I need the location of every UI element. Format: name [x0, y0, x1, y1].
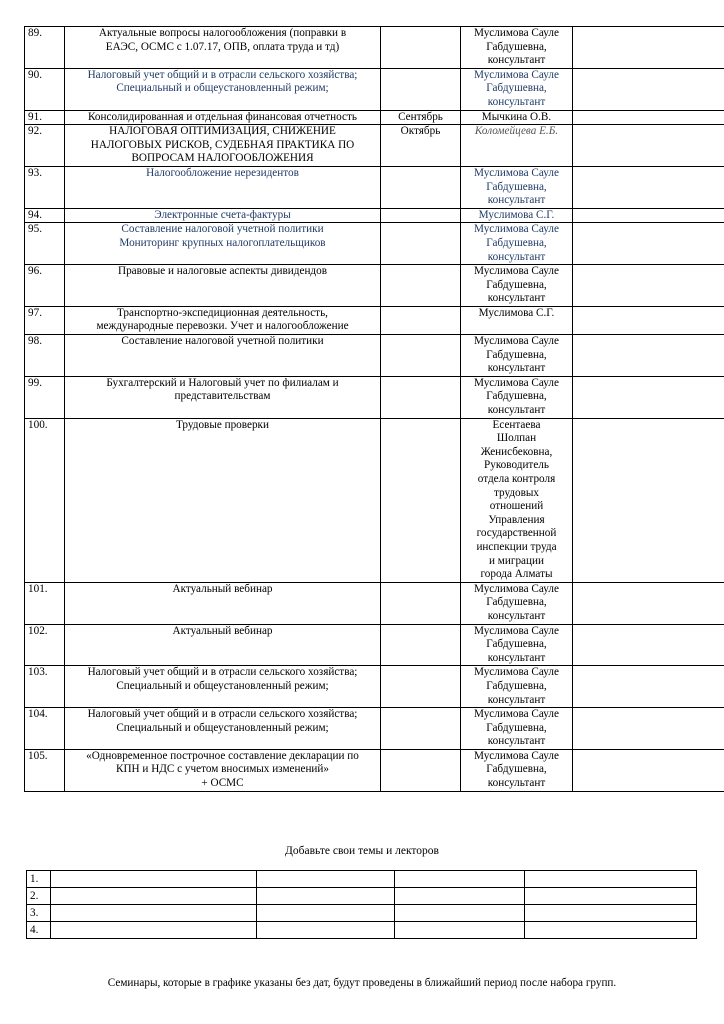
seminar-month [381, 335, 461, 377]
empty-cell [573, 68, 724, 110]
lecturer [461, 166, 573, 208]
seminar-month [381, 708, 461, 750]
add-topic-cell[interactable] [395, 888, 525, 905]
seminar-topic [65, 166, 381, 208]
footnote: Семинары, которые в графике указаны без дат, будут проведены в ближайший период после набора групп. [107, 977, 617, 989]
table-row [25, 166, 724, 208]
empty-cell [573, 208, 724, 223]
row-number: 97. [25, 306, 65, 334]
lecturer-line: Габдушевна, [486, 721, 547, 734]
lecturer-line: Управления [488, 513, 545, 526]
seminar-month [381, 208, 461, 223]
empty-cell [573, 27, 724, 69]
lecturer [461, 223, 573, 265]
row-number: 100. [25, 418, 65, 582]
lecturer-line: Муслимова Сауле [474, 166, 559, 179]
lecturer-line: консультант [487, 693, 546, 706]
add-topic-cell[interactable] [395, 905, 525, 922]
lecturer-line: Габдушевна, [486, 82, 547, 95]
seminar-topic [65, 223, 381, 265]
add-topic-row [27, 871, 697, 888]
lecturer-line: Муслимова С.Г. [478, 208, 555, 221]
lecturer [461, 582, 573, 624]
table-row [25, 265, 724, 307]
lecturer-line: Муслимова Сауле [474, 27, 559, 39]
empty-cell [573, 223, 724, 265]
lecturer-line: и миграции [489, 554, 544, 567]
topic-line: Актуальный вебинар [172, 624, 273, 637]
lecturer-line: Габдушевна, [486, 236, 547, 249]
lecturer-line: Муслимова Сауле [474, 335, 559, 348]
lecturer-line: Мычкина О.В. [481, 110, 552, 123]
lecturer-line: консультант [487, 95, 546, 108]
row-number: 101. [25, 582, 65, 624]
seminar-month [381, 376, 461, 418]
lecturer-line: Муслимова Сауле [474, 582, 559, 595]
lecturer-line: Габдушевна, [486, 180, 547, 193]
topic-line: Электронные счета-фактуры [154, 208, 291, 221]
table-row [25, 335, 724, 377]
seminar-topic [65, 125, 381, 167]
lecturer [461, 265, 573, 307]
lecturer-line: Муслимова Сауле [474, 223, 559, 236]
row-number: 102. [25, 624, 65, 666]
row-number: 99. [25, 376, 65, 418]
lecturer-line: консультант [487, 250, 546, 263]
empty-cell [573, 376, 724, 418]
lecturer [461, 376, 573, 418]
lecturer-line: консультант [487, 609, 546, 622]
row-number: 91. [25, 110, 65, 125]
topic-line: Актуальный вебинар [172, 582, 273, 595]
topic-line: НАЛОГОВЫХ РИСКОВ, СУДЕБНАЯ ПРАКТИКА ПО [90, 138, 355, 151]
lecturer-line: трудовых [493, 486, 540, 499]
seminar-month [381, 582, 461, 624]
topic-line: Правовые и налоговые аспекты дивидендов [117, 265, 327, 278]
lecturer [461, 335, 573, 377]
add-topic-row [27, 888, 697, 905]
table-row [25, 306, 724, 334]
row-number: 93. [25, 166, 65, 208]
seminar-topic [65, 110, 381, 125]
seminar-topic [65, 265, 381, 307]
topic-line: КПН и НДС с учетом вносимых изменений» [116, 763, 329, 776]
lecturer-line: Муслимова Сауле [474, 68, 559, 81]
topic-line: Мониторинг крупных налогоплательщиков [119, 236, 326, 249]
row-number: 95. [25, 223, 65, 265]
seminar-month [381, 223, 461, 265]
lecturer [461, 708, 573, 750]
lecturer-line: Габдушевна, [486, 40, 547, 53]
lecturer-line: Габдушевна, [486, 763, 547, 776]
row-number: 90. [25, 68, 65, 110]
topic-line: ЕАЭС, ОСМС с 1.07.17, ОПВ, оплата труда и тд) [105, 40, 340, 53]
lecturer [461, 306, 573, 334]
add-topics-table [26, 870, 697, 939]
lecturer [461, 749, 573, 791]
seminar-topic [65, 208, 381, 223]
empty-cell [573, 666, 724, 708]
topic-line: НАЛОГОВАЯ ОПТИМИЗАЦИЯ, СНИЖЕНИЕ [109, 125, 336, 138]
lecturer [461, 666, 573, 708]
table-row [25, 68, 724, 110]
table-row [25, 125, 724, 167]
add-topic-cell[interactable] [395, 871, 525, 888]
lecturer-line: государственной [476, 527, 557, 540]
lecturer-line: Муслимова Сауле [474, 376, 559, 389]
lecturer-line: консультант [487, 362, 546, 375]
table-row [25, 708, 724, 750]
seminar-topic [65, 708, 381, 750]
lecturer-line: Коломейцева Е.Б. [474, 125, 559, 138]
row-number: 94. [25, 208, 65, 223]
lecturer-line: отношений [489, 500, 544, 513]
add-topic-cell[interactable] [395, 922, 525, 939]
seminar-month [381, 306, 461, 334]
add-topics-title: Добавьте свои темы и лекторов [285, 845, 439, 857]
seminar-month [381, 27, 461, 69]
empty-cell [573, 418, 724, 582]
add-topic-cell[interactable] [51, 888, 257, 905]
seminar-topic [65, 376, 381, 418]
lecturer [461, 208, 573, 223]
empty-cell [573, 306, 724, 334]
topic-line: Актуальные вопросы налогообложения (поправки в [98, 27, 347, 39]
lecturer-line: консультант [487, 292, 546, 305]
table-row [25, 749, 724, 791]
add-topic-cell[interactable] [257, 888, 395, 905]
lecturer-line: Габдушевна, [486, 596, 547, 609]
empty-cell [573, 335, 724, 377]
table-row [25, 376, 724, 418]
seminar-month: Октябрь [381, 125, 461, 167]
seminar-month [381, 624, 461, 666]
topic-line: Специальный и общеустановленный режим; [116, 82, 329, 95]
row-number: 96. [25, 265, 65, 307]
seminar-month [381, 666, 461, 708]
add-topic-cell[interactable] [525, 905, 697, 922]
seminar-topic [65, 306, 381, 334]
seminar-month [381, 68, 461, 110]
empty-cell [573, 125, 724, 167]
seminar-topic [65, 582, 381, 624]
seminar-month: Сентябрь [381, 110, 461, 125]
lecturer-line: города Алматы [480, 568, 553, 581]
topic-line: + ОСМС [201, 777, 244, 790]
lecturer-line: консультант [487, 651, 546, 664]
row-number: 92. [25, 125, 65, 167]
lecturer-line: Габдушевна, [486, 679, 547, 692]
add-topic-cell[interactable] [51, 905, 257, 922]
lecturer-line: Габдушевна, [486, 390, 547, 403]
seminar-topic [65, 27, 381, 69]
seminar-month [381, 418, 461, 582]
topic-line: Составление налоговой учетной политики [121, 335, 324, 348]
empty-cell [573, 265, 724, 307]
table-row [25, 666, 724, 708]
lecturer-line: Женисбековна, [480, 445, 553, 458]
seminar-month [381, 749, 461, 791]
lecturer-line: Муслимова Сауле [474, 749, 559, 762]
topic-line: Налоговый учет общий и в отрасли сельского хозяйства; [87, 708, 358, 721]
table-row [25, 27, 724, 69]
lecturer-line: консультант [487, 777, 546, 790]
add-topic-cell[interactable] [51, 871, 257, 888]
lecturer-line: Муслимова Сауле [474, 666, 559, 679]
seminar-topic [65, 624, 381, 666]
empty-cell [573, 749, 724, 791]
seminar-topic [65, 68, 381, 110]
topic-line: «Одновременное построчное составление декларации по [86, 749, 359, 762]
lecturer-line: Муслимова С.Г. [478, 306, 555, 319]
lecturer-line: Муслимова Сауле [474, 708, 559, 721]
topic-line: Налогообложение нерезидентов [146, 166, 299, 179]
topic-line: Налоговый учет общий и в отрасли сельского хозяйства; [87, 666, 358, 679]
topic-line: Специальный и общеустановленный режим; [116, 721, 329, 734]
add-topic-row [27, 905, 697, 922]
row-number: 105. [25, 749, 65, 791]
lecturer-line: Габдушевна, [486, 278, 547, 291]
topic-line: Специальный и общеустановленный режим; [116, 679, 329, 692]
table-row [25, 582, 724, 624]
empty-cell [573, 582, 724, 624]
add-topic-cell[interactable] [257, 905, 395, 922]
table-row [25, 208, 724, 223]
add-row-number: 4. [27, 922, 51, 939]
topic-line: международные перевозки. Учет и налогообложение [96, 320, 349, 333]
table-row [25, 418, 724, 582]
topic-line: Налоговый учет общий и в отрасли сельского хозяйства; [87, 68, 358, 81]
empty-cell [573, 110, 724, 125]
seminar-month [381, 265, 461, 307]
topic-line: представительствам [174, 390, 271, 403]
topic-line: Трудовые проверки [176, 418, 269, 431]
topic-line: Составление налоговой учетной политики [121, 223, 324, 236]
seminar-topic [65, 335, 381, 377]
lecturer-line: Руководитель [484, 459, 549, 472]
add-topic-cell[interactable] [525, 871, 697, 888]
add-topic-cell[interactable] [257, 922, 395, 939]
lecturer-line: Муслимова Сауле [474, 624, 559, 637]
row-number: 104. [25, 708, 65, 750]
empty-cell [573, 624, 724, 666]
add-topic-cell[interactable] [51, 922, 257, 939]
lecturer [461, 110, 573, 125]
lecturer [461, 27, 573, 69]
table-row [25, 624, 724, 666]
seminar-month [381, 166, 461, 208]
empty-cell [573, 166, 724, 208]
add-topic-cell[interactable] [525, 922, 697, 939]
add-topic-cell[interactable] [525, 888, 697, 905]
add-topic-cell[interactable] [257, 871, 395, 888]
empty-cell [573, 708, 724, 750]
lecturer-line: Есентаева [492, 418, 541, 431]
add-row-number: 3. [27, 905, 51, 922]
add-row-number: 2. [27, 888, 51, 905]
lecturer-line: Шолпан [496, 432, 537, 445]
topic-line: Транспортно-экспедиционная деятельность, [117, 306, 328, 319]
lecturer [461, 125, 573, 167]
add-row-number: 1. [27, 871, 51, 888]
lecturer-line: консультант [487, 735, 546, 748]
seminar-schedule-table [24, 26, 724, 792]
seminar-topic [65, 418, 381, 582]
lecturer-line: консультант [487, 54, 546, 67]
table-row [25, 110, 724, 125]
lecturer [461, 68, 573, 110]
lecturer-line: инспекции труда [476, 540, 557, 553]
lecturer [461, 624, 573, 666]
row-number: 103. [25, 666, 65, 708]
lecturer-line: Муслимова Сауле [474, 265, 559, 278]
topic-line: ВОПРОСАМ НАЛОГООБЛОЖЕНИЯ [131, 152, 314, 165]
seminar-topic [65, 749, 381, 791]
lecturer-line: консультант [487, 404, 546, 417]
seminar-topic [65, 666, 381, 708]
row-number: 98. [25, 335, 65, 377]
topic-line: Бухгалтерский и Налоговый учет по филиалам и [106, 376, 339, 389]
topic-line: Консолидированная и отдельная финансовая отчетность [88, 110, 357, 123]
lecturer-line: консультант [487, 194, 546, 207]
lecturer-line: Габдушевна, [486, 638, 547, 651]
table-row [25, 223, 724, 265]
lecturer-line: Габдушевна, [486, 348, 547, 361]
lecturer [461, 418, 573, 582]
add-topic-row [27, 922, 697, 939]
lecturer-line: отдела контроля [477, 473, 556, 485]
row-number: 89. [25, 27, 65, 69]
